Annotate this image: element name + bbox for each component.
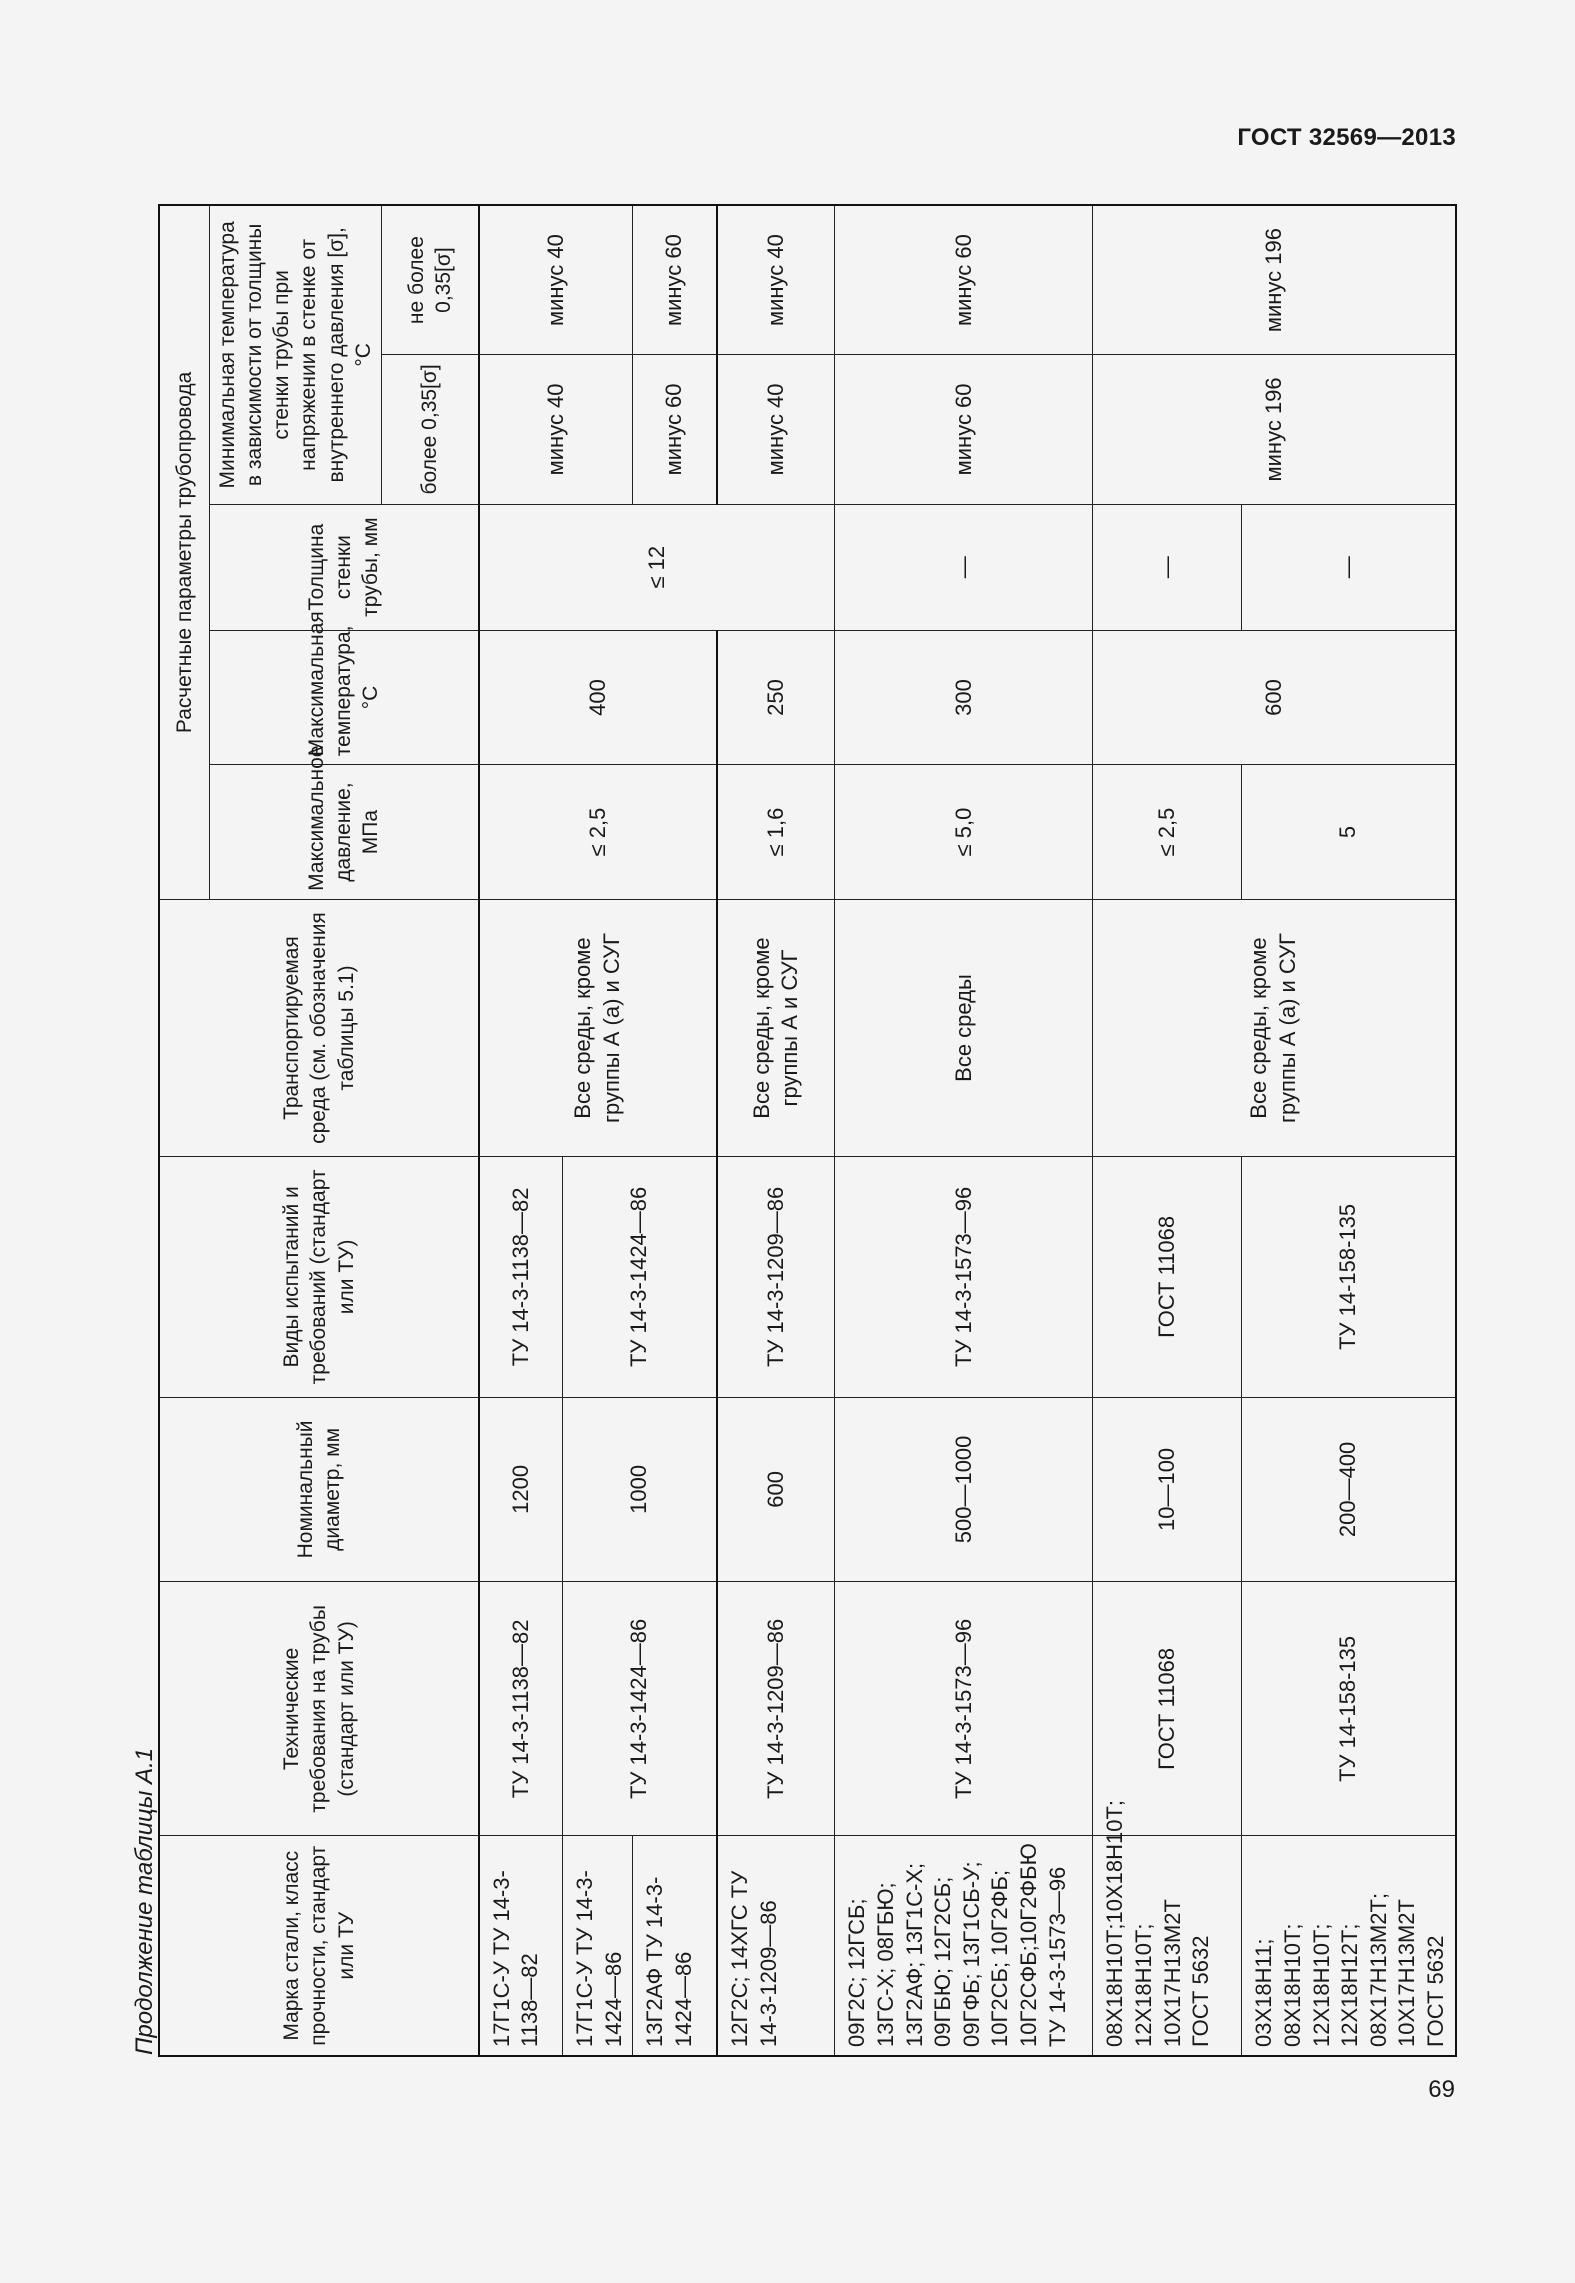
r1-3-max-temp: 400 <box>479 630 717 765</box>
r1-4-wall: ≤ 12 <box>479 504 835 630</box>
r1-2-not-over: минус 40 <box>479 205 633 355</box>
r3-over: минус 60 <box>633 355 717 505</box>
r5-diameter: 500—1000 <box>835 1397 1093 1582</box>
r7-steel-grade: 03Х18Н11; 08Х18Н10Т; 12Х18Н10Т; 12Х18Н12Т; 08Х17Н13М2Т; 10Х17Н13М2Т ГОСТ 5632 <box>1242 1836 1456 2056</box>
r5-over: минус 60 <box>835 355 1093 505</box>
r4-tech-req: ТУ 14-3-1209—86 <box>717 1582 835 1836</box>
r7-wall: — <box>1242 504 1456 630</box>
r5-steel-grade: 09Г2С; 12ГСБ; 13ГС-Х; 08ГБЮ; 13Г2АФ; 13Г1С-Х; 09ГБЮ; 12Г2СБ; 09ГФБ; 13Г1СБ-У; 10Г2СБ; 10Г2ФБ; 10Г2СФБ;10Г2ФБЮ ТУ 14-3-1573—96 <box>835 1836 1093 2056</box>
page-number: 69 <box>1428 2076 1455 2103</box>
r6-tests: ГОСТ 11068 <box>1093 1157 1242 1397</box>
r3-steel-grade: 13Г2АФ ТУ 14-3-1424—86 <box>633 1836 717 2056</box>
header-tech-requirements: Технические требования на трубы (стандарт или ТУ) <box>159 1582 479 1836</box>
header-min-temp: Минимальная температура в зависимости от толщины стенки трубы при напряжении в стенке от внутреннего давления [σ], °С <box>209 205 382 504</box>
r3-not-over: минус 60 <box>633 205 717 355</box>
header-diameter: Номинальный диаметр, мм <box>159 1397 479 1582</box>
r4-max-pressure: ≤ 1,6 <box>717 765 835 900</box>
r5-wall: — <box>835 504 1093 630</box>
header-not-over-035: не более 0,35[σ] <box>382 205 479 355</box>
r4-steel-grade: 12Г2С; 14ХГС ТУ 14-3-1209—86 <box>717 1836 835 2056</box>
header-design-params: Расчетные параметры трубопровода <box>159 205 209 899</box>
r1-tests: ТУ 14-3-1138—82 <box>479 1157 563 1397</box>
r7-diameter: 200—400 <box>1242 1397 1456 1582</box>
r5-max-pressure: ≤ 5,0 <box>835 765 1093 900</box>
steel-pipes-table <box>158 204 1455 2057</box>
table-caption: Продолжение таблицы А.1 <box>131 1747 158 2055</box>
r4-tests: ТУ 14-3-1209—86 <box>717 1157 835 1397</box>
r6-max-pressure: ≤ 2,5 <box>1093 765 1242 900</box>
r5-not-over: минус 60 <box>835 205 1093 355</box>
r4-not-over: минус 40 <box>717 205 835 355</box>
header-max-pressure: Максимальное давление, МПа <box>209 765 479 900</box>
r6-7-medium: Все среды, кроме группы А (а) и СУГ <box>1093 899 1456 1156</box>
header-steel-grade: Марка стали, класс прочности, стандарт или ТУ <box>159 1836 479 2056</box>
r6-7-max-temp: 600 <box>1093 630 1456 765</box>
r6-7-over: минус 196 <box>1093 355 1456 505</box>
header-wall-thickness: Толщина стенки трубы, мм <box>209 504 479 630</box>
r6-wall: — <box>1093 504 1242 630</box>
r7-tests: ТУ 14-158-135 <box>1242 1157 1456 1397</box>
r2-steel-grade: 17Г1С-У ТУ 14-3-1424—86 <box>563 1836 633 2056</box>
header-over-035: более 0,35[σ] <box>382 355 479 505</box>
header-medium: Транспортируемая среда (см. обозначения таблицы 5.1) <box>159 899 479 1156</box>
r1-3-max-pressure: ≤ 2,5 <box>479 765 717 900</box>
r6-diameter: 10—100 <box>1093 1397 1242 1582</box>
standard-code: ГОСТ 32569—2013 <box>1237 124 1456 151</box>
header-max-temp: Максимальная температура, °С <box>209 630 479 765</box>
r5-tech-req: ТУ 14-3-1573—96 <box>835 1582 1093 1836</box>
r1-steel-grade: 17Г1С-У ТУ 14-3-1138—82 <box>479 1836 563 2056</box>
r4-medium: Все среды, кроме группы А и СУГ <box>717 899 835 1156</box>
r7-max-pressure: 5 <box>1242 765 1456 900</box>
r5-max-temp: 300 <box>835 630 1093 765</box>
r4-over: минус 40 <box>717 355 835 505</box>
r5-tests: ТУ 14-3-1573—96 <box>835 1157 1093 1397</box>
r2-3-diameter: 1000 <box>563 1397 717 1582</box>
r5-medium: Все среды <box>835 899 1093 1156</box>
r6-tech-req: ГОСТ 11068 <box>1093 1582 1242 1836</box>
r7-tech-req: ТУ 14-158-135 <box>1242 1582 1456 1836</box>
r2-3-tests: ТУ 14-3-1424—86 <box>563 1157 717 1397</box>
r6-steel-grade: 08Х18Н10Т;10Х18Н10Т; 12Х18Н10Т; 10Х17Н13М2Т ГОСТ 5632 <box>1093 1836 1242 2056</box>
r1-tech-req: ТУ 14-3-1138—82 <box>479 1582 563 1836</box>
r4-max-temp: 250 <box>717 630 835 765</box>
r2-3-tech-req: ТУ 14-3-1424—86 <box>563 1582 717 1836</box>
r4-diameter: 600 <box>717 1397 835 1582</box>
header-tests: Виды испытаний и требований (стандарт или ТУ) <box>159 1157 479 1397</box>
r1-diameter: 1200 <box>479 1397 563 1582</box>
r1-3-medium: Все среды, кроме группы А (а) и СУГ <box>479 899 717 1156</box>
r6-7-not-over: минус 196 <box>1093 205 1456 355</box>
r1-2-over: минус 40 <box>479 355 633 505</box>
